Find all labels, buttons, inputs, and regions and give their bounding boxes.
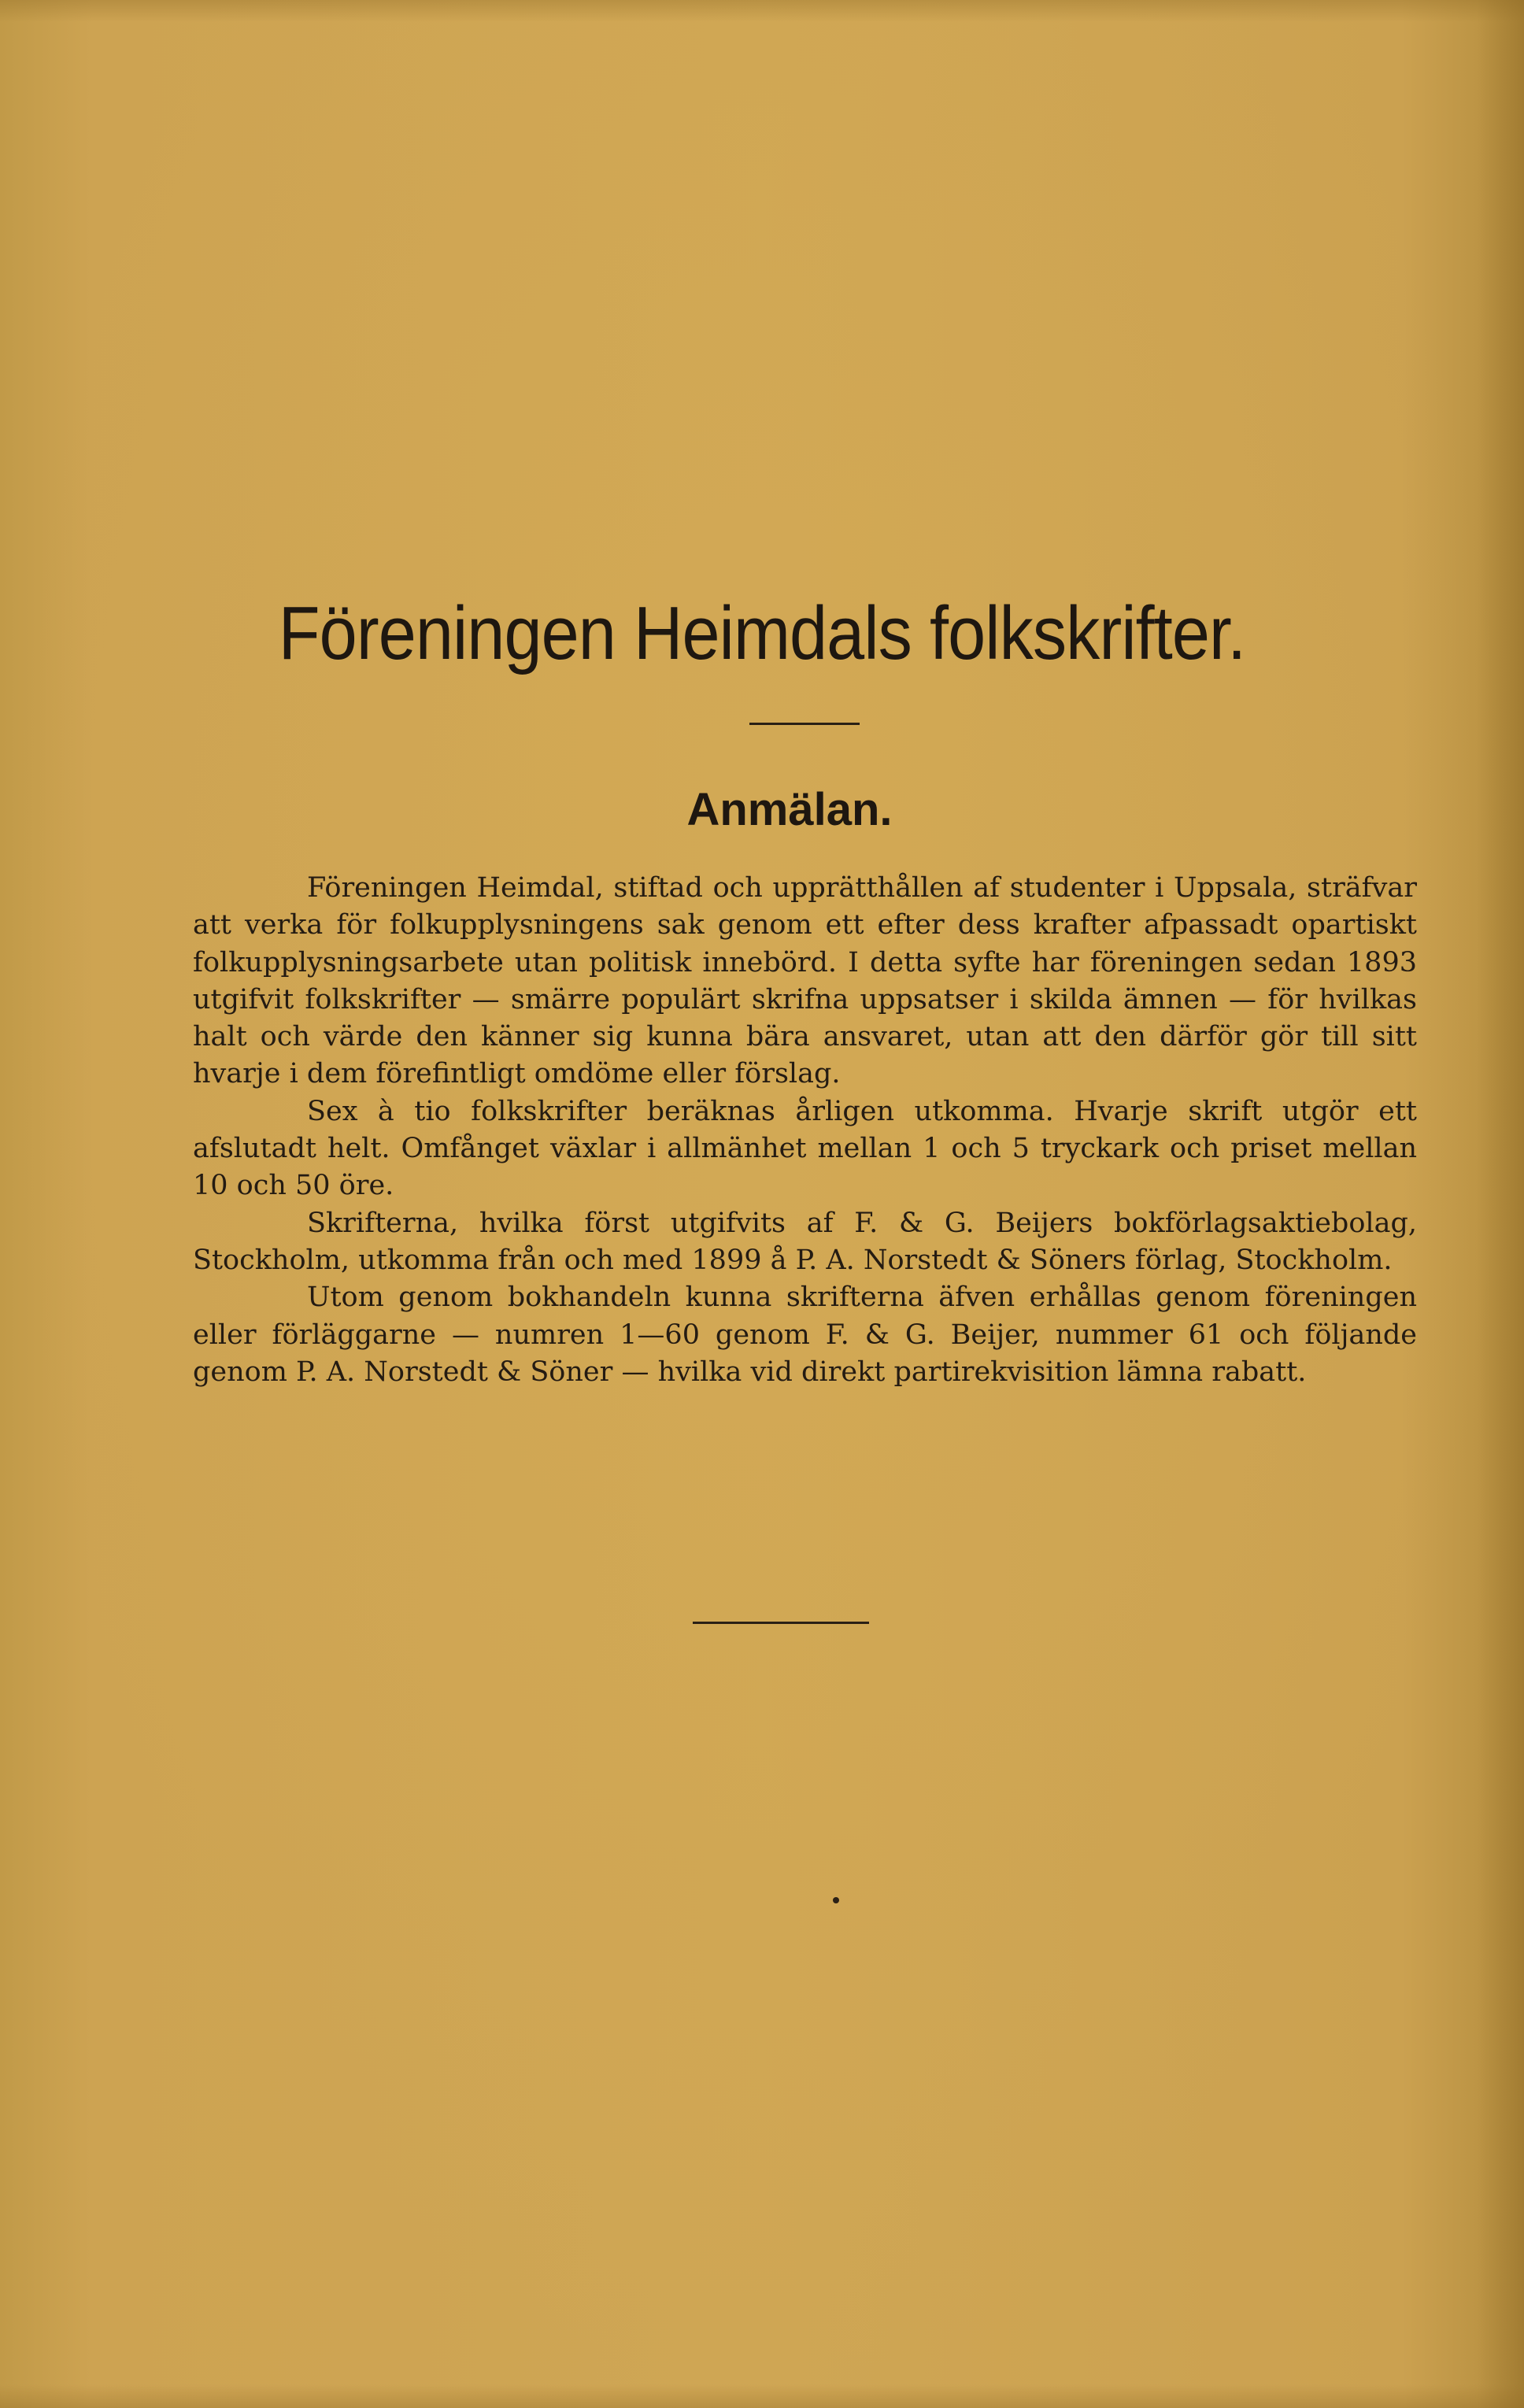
paragraph: Föreningen Heimdal, stiftad och upprätthållen af studenter i Uppsala, sträfvar att verka för folkupplysningens sak genom ett efter dess krafter afpassadt opartiskt folkupplysningsarbete utan politisk innebörd. I detta syfte har föreningen sedan 1893 utgifvit folkskrifter — smärre populärt skrifna uppsatser i skilda ämnen — för hvilkas halt och värde den känner sig kunna bära ansvaret, utan att den därför gör till sitt hvarje i dem förefintligt omdöme eller förslag.: [193, 872, 1417, 1090]
page-edge-bottom: [0, 2384, 1524, 2408]
paragraph: Sex à tio folkskrifter beräknas årligen utkomma. Hvarje skrift utgör ett afslutadt helt. Omfånget växlar i allmänhet mellan 1 och 5 tryckark och priset mellan 10 och 50 öre.: [193, 1095, 1417, 1202]
paragraph: Utom genom bokhandeln kunna skrifterna äfven erhållas genom föreningen eller förläggarne — numren 1—60 genom F. & G. Beijer, nummer 61 och följande genom P. A. Norstedt & Söner — hvilka vid direkt partirekvisition lämna rabatt.: [193, 1282, 1417, 1388]
page-edge-right: [1477, 0, 1524, 2408]
title-divider: [749, 723, 860, 725]
ink-speck: [833, 1897, 839, 1903]
announcement-body: [193, 870, 1417, 1391]
page-edge-top: [0, 0, 1524, 22]
document-title: Föreningen Heimdals folkskrifter.: [278, 591, 1246, 675]
paragraph: Skrifterna, hvilka först utgifvits af F. & G. Beijers bokförlagsaktiebolag, Stockholm, utkomma från och med 1899 å P. A. Norstedt & Söners förlag, Stockholm.: [193, 1207, 1417, 1276]
section-heading: Anmälan.: [686, 784, 893, 835]
closing-divider: [693, 1622, 869, 1624]
